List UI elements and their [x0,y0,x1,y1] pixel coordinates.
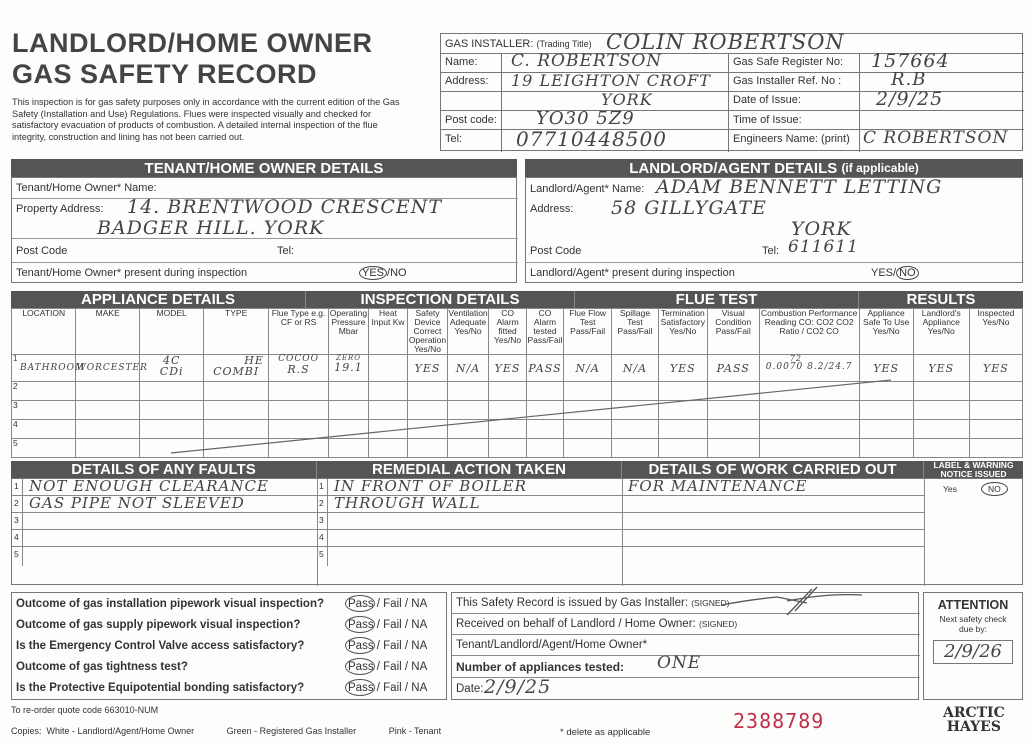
landlord-postcode-label: Post Code [530,245,582,257]
property-address-line1: 14. BRENTWOOD CRESCENT [127,196,443,218]
received-label: Received on behalf of Landlord / Home Owner: (SIGNED) [456,618,738,630]
landlord-name-value: ADAM BENNETT LETTING [656,176,943,198]
cell-safety-device: YES [408,354,448,381]
col-safety-device: Safety Device Correct Operation Yes/No [408,308,447,354]
col-safe-to-use: Appliance Safe To Use Yes/No [859,309,913,355]
fault-1-text: NOT ENOUGH CLEARANCE [29,477,269,495]
col-inspected: Inspected Yes/No [969,309,1022,355]
title-line-2: GAS SAFETY RECORD [12,59,318,89]
cell-operating-pressure: ZERO 19.1 [329,354,369,381]
check-2-outcome: Pass / Fail / NA [348,619,428,631]
engineer-value: C ROBERTSON [863,128,1009,148]
appliance-count-value: ONE [657,653,702,673]
installer-tel-label: Tel: [445,133,463,145]
table-row: 2 [12,381,1023,400]
col-type: TYPE [204,309,268,355]
date-issue-value: 2/9/25 [876,88,944,110]
table-row: 5 [12,438,1023,457]
serial-number: 2388789 [733,709,825,733]
installer-signature [717,585,867,617]
installer-name-label: Name: [445,56,478,68]
issue-box [451,592,919,700]
col-visual-condition: Visual Condition Pass/Fail [707,309,759,355]
attention-box [923,592,1023,700]
time-issue-label: Time of Issue: [733,114,802,126]
list-item: 4 [317,530,622,547]
landlord-address-label: Address: [530,203,574,215]
col-flue-flow: Flue Flow Test Pass/Fail [564,309,612,355]
remedial-heading: REMEDIAL ACTION TAKEN [316,461,621,478]
register-label: Gas Safe Register No: [733,56,844,68]
installer-name-value: C. ROBERTSON [511,51,663,71]
checks-box [11,592,447,700]
delete-note: * delete as applicable [560,727,651,738]
remedial-2-text: THROUGH WALL [334,494,481,512]
title-line-1: LANDLORD/HOME OWNER [12,28,373,58]
tenant-present-yes: YES [359,266,387,280]
faults-heading: DETAILS OF ANY FAULTS [11,461,316,478]
tenant-present-label: Tenant/Home Owner* present during inspection [16,267,248,279]
check-4-outcome: Pass / Fail / NA [348,661,428,673]
flue-test-heading: FLUE TEST [574,291,858,308]
check-3-outcome: Pass / Fail / NA [348,640,428,652]
issue-date-label: Date: [456,683,484,695]
results-heading: RESULTS [858,291,1023,308]
cell-safe-to-use: YES [859,354,913,381]
attention-subtitle: Next safety check due by: [939,614,1007,634]
cell-make: WORCESTER [76,354,139,381]
landlord-tel-value: 611611 [788,237,859,257]
cell-combustion: 72 0.0070 8.2/24.7 [759,354,859,381]
cell-visual-condition: PASS [707,354,759,381]
landlord-box [525,177,1023,283]
table-row: 3 [12,400,1023,419]
cell-spillage: N/A [612,354,659,381]
landlord-present-yes: YES [871,267,894,279]
list-item: 3 [317,513,622,530]
tenant-box [11,177,517,283]
date-issue-label: Date of Issue: [733,94,801,106]
property-address-label: Property Address: [16,203,104,215]
ref-value: R.B [891,69,927,90]
appliance-header-row [12,309,1023,355]
cell-location: 1 BATHROOM [12,354,76,381]
check-1-outcome: Pass / Fail / NA [348,598,428,610]
issued-by-label: This Safety Record is issued by Gas Installer: (SIGNED) [456,597,730,609]
remedial-list [317,479,622,566]
col-location: LOCATION [12,309,76,355]
cell-type: HE COMBI [204,354,268,381]
copies-text: Copies: White - Landlord/Agent/Home Owner Green - Registered Gas Installer Pink - Tenant [11,726,442,736]
form-title [12,28,372,90]
col-landlords-appliance: Landlord's Appliance Yes/No [913,309,969,355]
installer-address-line1: 19 LEIGHTON CROFT [511,71,711,90]
label-warning-heading: LABEL & WARNING NOTICE ISSUED [923,461,1023,478]
installer-address-label: Address: [445,75,489,87]
cell-termination: YES [658,354,707,381]
check-tightness-test: Outcome of gas tightness test? [16,661,188,673]
col-make: MAKE [76,309,139,355]
check-bonding: Is the Protective Equipotential bonding satisfactory? [16,682,305,694]
tenant-signature-label: Tenant/Landlord/Agent/Home Owner* [456,639,648,651]
col-combustion: Combustion Performance Reading CO: CO2 CO2 Ratio / CO2 CO [759,309,859,355]
col-co-alarm-fitted: CO Alarm fitted Yes/No [489,309,526,355]
cell-flue-flow: N/A [564,354,612,381]
installer-box [440,30,1023,151]
landlord-tel-label: Tel: [762,245,780,257]
list-item [622,547,924,566]
cell-inspected: YES [969,354,1022,381]
appliance-count-label: Number of appliances tested: [456,660,625,674]
check-installation-pipework: Outcome of gas installation pipework visual inspection? [16,598,324,610]
landlord-address-line1: 58 GILLYGATE [611,197,767,219]
property-address-line2: BADGER HILL. YORK [97,217,325,239]
landlord-address-line2: YORK [791,218,852,240]
tenant-postcode-label: Post Code [16,245,68,257]
installer-header-label: GAS INSTALLER: (Trading Title) [445,38,592,50]
list-item: 4 [12,530,317,547]
fault-2-text: GAS PIPE NOT SLEEVED [29,494,245,512]
col-operating-pressure: Operating Pressure Mbar [329,309,369,355]
cell-ventilation: N/A [447,354,489,381]
faults-box [11,478,1023,585]
inspection-details-heading: INSPECTION DETAILS [305,291,574,308]
label-no: NO [981,482,1008,496]
installer-postcode-value: YO30 5Z9 [536,108,635,129]
brand-logo: ARCTIC HAYES [943,705,1005,735]
appliance-details-heading: APPLIANCE DETAILS [11,291,305,308]
work-carried-out-heading: DETAILS OF WORK CARRIED OUT [621,461,923,478]
reorder-text: To re-order quote code 663010-NUM [11,705,159,715]
list-item: 2 GAS PIPE NOT SLEEVED [12,496,317,513]
strike-through-line [11,378,1023,458]
next-check-due-value: 2/9/26 [933,640,1013,664]
col-spillage: Spillage Test Pass/Fail [612,309,659,355]
check-5-outcome: Pass / Fail / NA [348,682,428,694]
engineer-label: Engineers Name: (print) [733,133,850,145]
landlord-present-no: NO [896,266,919,280]
col-flue-type: Flue Type e.g. CF or RS [268,309,328,355]
faults-list [12,479,317,566]
table-row: 4 [12,419,1023,438]
cell-landlords-appliance: YES [913,354,969,381]
list-item [622,530,924,547]
issue-date-value: 2/9/25 [484,676,552,698]
attention-title: ATTENTION [937,598,1009,612]
landlord-name-label: Landlord/Agent* Name: [530,183,645,195]
cell-model: 4C CDi [139,354,203,381]
work-1-text: FOR MAINTENANCE [628,477,808,495]
tenant-tel-label: Tel: [277,245,295,257]
register-value: 157664 [871,50,950,72]
ref-label: Gas Installer Ref. No : [733,75,842,87]
tenant-name-label: Tenant/Home Owner* Name: [16,182,157,194]
installer-tel-value: 07710448500 [516,127,667,151]
col-model: MODEL [139,309,203,355]
tenant-heading: TENANT/HOME OWNER DETAILS [11,159,517,177]
remedial-1-text: IN FRONT OF BOILER [334,477,527,495]
list-item: 5 [12,547,317,566]
list-item [622,496,924,513]
list-item: 1 IN FRONT OF BOILER [317,479,622,496]
landlord-heading: LANDLORD/AGENT DETAILS (if applicable) [525,159,1023,177]
cell-flue-type: COCOO R.S [268,354,328,381]
tenant-present-no: NO [390,267,407,279]
installer-postcode-label: Post code: [445,114,497,126]
label-yes: Yes [943,484,957,494]
work-list [622,479,924,566]
cell-co-fitted: YES [489,354,526,381]
list-item [622,513,924,530]
landlord-present-choice: YES/ NO [871,267,919,279]
tenant-present-choice: YES /NO [359,267,407,279]
list-item: 2 THROUGH WALL [317,496,622,513]
col-termination: Termination Satisfactory Yes/No [658,309,707,355]
list-item: 1 NOT ENOUGH CLEARANCE [12,479,317,496]
list-item: 3 [12,513,317,530]
landlord-present-label: Landlord/Agent* present during inspection [530,267,735,279]
installer-address-line2: YORK [601,90,653,109]
col-co-alarm-tested: CO Alarm tested Pass/Fail [526,309,563,355]
check-supply-pipework: Outcome of gas supply pipework visual inspection? [16,619,301,631]
list-item [622,479,924,496]
list-item: 5 [317,547,622,566]
col-ventilation: Ventilation Adequate Yes/No [447,309,489,355]
trading-title-value: COLIN ROBERTSON [606,30,845,54]
col-heat-input: Heat Input Kw [368,309,408,355]
check-emergency-valve: Is the Emergency Control Valve access satisfactory? [16,640,305,652]
intro-text: This inspection is for gas safety purposes only in accordance with the current edition of the Gas Safety (Installation and Use) Regulations. Flues were inspected visually and checked for satisfactory evacuation of products of combustion. A detailed internal inspection of the flue integrity, construction and lining has not been carried out. [12,97,400,142]
cell-co-tested: PASS [526,354,563,381]
